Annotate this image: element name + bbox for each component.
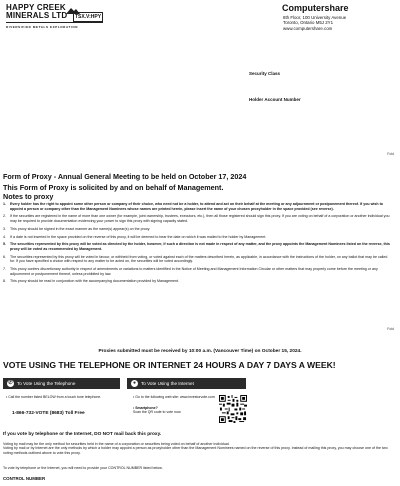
control-number-instruction: To vote by telephone or the Internet, you will need to provide your CONTROL NUMBER listed below. (3, 466, 163, 470)
internet-instruction-text[interactable]: Go to the following web site: www.investorvote.com (135, 395, 215, 399)
note-text: This proxy should be signed in the exact manner as the name(s) appear(s) on the proxy. (10, 226, 151, 231)
note-number: 8. (3, 279, 6, 284)
agent-website: www.computershare.com (283, 25, 333, 31)
smartphone-instructions (133, 406, 215, 415)
transfer-agent-block (282, 3, 394, 31)
smartphone-label: Smartphone? (135, 406, 158, 410)
company-tagline: DIVERSIFIED METALS EXPLORATION (6, 25, 79, 29)
agent-address-line: 8th Floor, 100 University Avenue (283, 15, 347, 20)
mail-vote-line: Voting by mail or by Internet are the only methods by which a holder may appoint a person as proxyholder other than the Management Nominees named on the reverse of this proxy. Instead of mailing this proxy, you may choose one of the two voting methods outlined above to vote this proxy. (3, 446, 388, 455)
note-text: This proxy confers discretionary authority in respect of amendments or variations to matters identified in the Notice of Meeting and Management Information Circular or other matters that may properly come before the meeting or any adjournment or postponement thereof, unless prohibited by law. (10, 267, 378, 276)
bullet-icon: • (133, 406, 136, 410)
note-number: 3. (3, 226, 6, 231)
phone-instruction-text: Call the number listed BELOW from a touch tone telephone. (8, 395, 102, 399)
form-subtitle: This Form of Proxy is solicited by and on behalf of Management. (3, 183, 224, 192)
internet-vote-tab-label: To Vote Using the Internet (141, 381, 194, 386)
holder-account-label: Holder Account Number (249, 97, 301, 102)
control-number-label: CONTROL NUMBER (3, 476, 46, 481)
logo-divider (6, 22, 103, 23)
company-logo (6, 3, 106, 35)
phone-number[interactable]: 1-866-732-VOTE (8683) Toll Free (12, 411, 85, 416)
agent-name: Computershare (282, 3, 349, 13)
note-item (3, 242, 391, 251)
fold-mark: Fold (387, 152, 394, 156)
internet-instructions (133, 395, 215, 399)
bullet-icon: • (133, 395, 136, 399)
phone-vote-tab-label: To Vote Using the Telephone (17, 381, 76, 386)
note-text: This proxy should be read in conjunction with the accompanying documentation provided by Management. (10, 279, 180, 284)
mouse-icon: ● (132, 380, 137, 386)
mail-vote-note (3, 442, 393, 455)
note-item (3, 279, 391, 284)
smartphone-text: Scan the QR code to vote now. (133, 410, 182, 415)
phone-icon: ✆ (8, 380, 13, 386)
form-title: Form of Proxy - Annual General Meeting to be held on October 17, 2024 (3, 172, 247, 181)
note-item (3, 267, 391, 276)
notes-list (3, 202, 391, 287)
fold-mark: Fold (387, 327, 394, 331)
phone-vote-tab (3, 378, 120, 389)
security-class-label: Security Class (249, 71, 281, 76)
note-number: 4. (3, 234, 6, 239)
note-item (3, 227, 391, 232)
note-text: The securities represented by this proxy will be voted as directed by the holder, however, if such a direction is not made in respect of any matter, and the proxy appoints the Management Nominees listed on the reverse, this proxy will be voted as recommended by Management. (10, 242, 390, 251)
agent-address (282, 15, 394, 31)
phone-instructions (6, 395, 110, 399)
qr-code-icon[interactable] (219, 395, 247, 423)
company-name-line1: HAPPY CREEK (6, 3, 66, 12)
note-number: 1. (3, 202, 6, 206)
exchange-badge: TSX.V:HPY (74, 14, 102, 20)
notes-heading: Notes to proxy (3, 192, 54, 201)
note-text: If a date is not inserted in the space provided on the reverse of this proxy, it will be deemed to bear the date on which it was mailed to the holder by Management. (10, 234, 267, 239)
note-text: If the securities are registered in the name of more than one owner (for example, joint ownership, trustees, executors, etc.), then all those registered should sign this proxy. If you are voting on behalf of a corporation or another individual you may be required to provide documentation evidencing your power to sign this proxy with signing capacity stated. (10, 214, 390, 223)
no-mail-notice: If you vote by telephone or the Internet, DO NOT mail back this proxy. (3, 432, 162, 437)
note-item (3, 235, 391, 240)
vote-heading: VOTE USING THE TELEPHONE OR INTERNET 24 HOURS A DAY 7 DAYS A WEEK! (3, 360, 336, 370)
note-item (3, 255, 391, 264)
mail-vote-line: Voting by mail may be the only method for securities held in the name of a corporation or securities being voted on behalf of another individual. (3, 442, 230, 446)
agent-address-line: Toronto, Ontario M5J 2Y1 (283, 20, 334, 26)
bullet-icon: • (6, 395, 9, 399)
note-number: 6. (3, 254, 6, 259)
note-number: 2. (3, 214, 6, 219)
note-text: Every holder has the right to appoint some other person or company of their choice, who need not be a holder, to attend and act on their behalf at the meeting or any adjournment or postponement thereof. If you wish to appoint a person or company other than the Management Nominees whose names are printed herein, please insert the name of your chosen proxyholder in the space provided (see reverse). (10, 202, 383, 211)
note-number: 7. (3, 267, 6, 272)
note-number: 5. (3, 242, 6, 247)
internet-vote-tab (127, 378, 246, 389)
note-item (3, 214, 391, 223)
company-name-line2: MINERALS LTD (6, 11, 68, 20)
note-item (3, 202, 391, 211)
note-text: The securities represented by this proxy will be voted in favour, or withheld from voting, or voted against each of the matters described herein, as applicable, in accordance with the instructions of the holder, on any ballot that may be called for. If you have specified a choice with respect to any matter to be acted on, the securities will be voted accordingly. (10, 254, 388, 264)
proxy-deadline: Proxies submitted must be received by 10:00 a.m. (Vancouver Time) on October 15, 2024. (98, 349, 302, 354)
